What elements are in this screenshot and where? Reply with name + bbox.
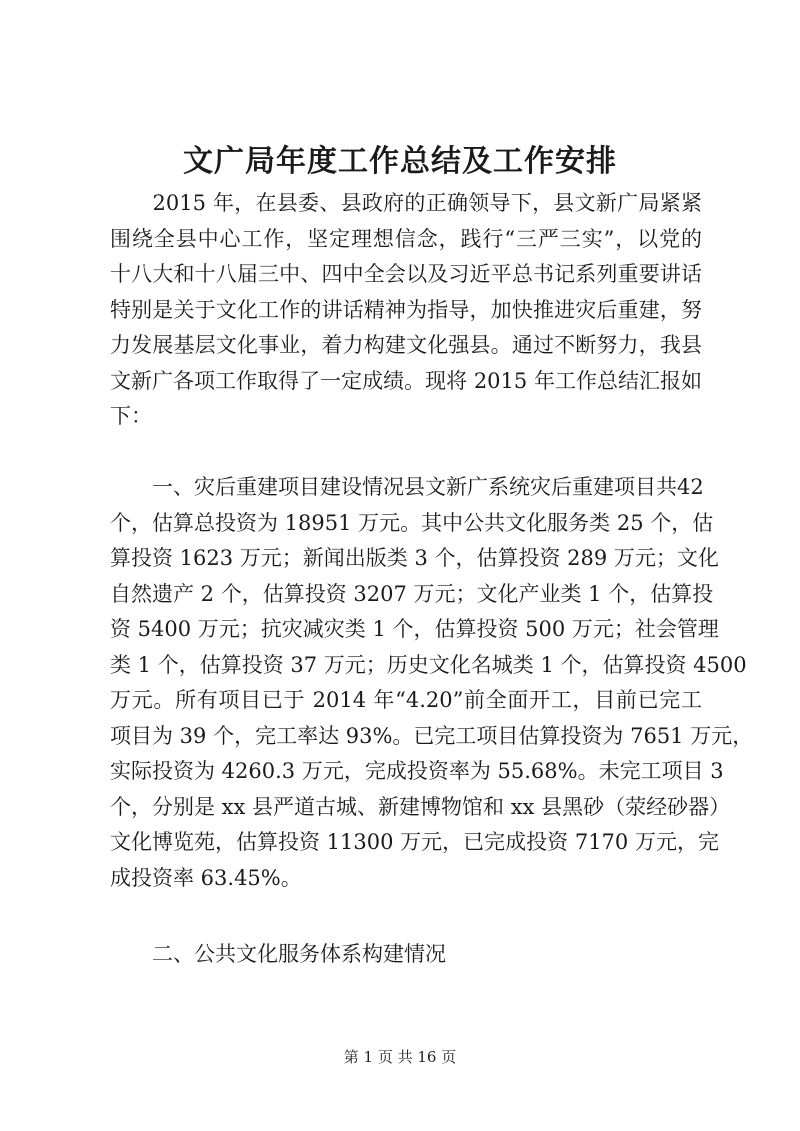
paragraph-section-2-heading xyxy=(110,937,702,973)
text-line: 文新广各项工作取得了一定成绩。现将 2015 年工作总结汇报如 xyxy=(110,368,702,393)
text-line: 实际投资为 4260.3 万元，完成投资率为 55.68%。未完工项目 3 xyxy=(110,759,724,783)
text-line: 下： xyxy=(110,404,152,428)
text-line: 2015 年，在县委、县政府的正确领导下，县文新广局紧紧 xyxy=(110,191,702,215)
text-line: 项目为 39 个，完工率达 93%。已完工项目估算投资为 7651 万元， xyxy=(110,723,754,748)
text-line: 个，分别是 xx 县严道古城、新建博物馆和 xx 县黑砂（荥经砂器） xyxy=(110,794,731,819)
text-line: 二、公共文化服务体系构建情况 xyxy=(110,942,446,966)
text-line: 万元。所有项目已于 2014 年“4.20”前全面开工，目前已完工 xyxy=(110,688,702,712)
text-line: 文化博览苑，估算投资 11300 万元，已完成投资 7170 万元，完 xyxy=(110,830,719,854)
paragraph-section-1 xyxy=(110,470,754,896)
text-line: 一、灾后重建项目建设情况县文新广系统灾后重建项目共42 xyxy=(110,475,704,499)
text-line: 力发展基层文化事业，着力构建文化强县。通过不断努力，我县 xyxy=(110,333,702,357)
text-line: 特别是关于文化工作的讲话精神为指导，加快推进灾后重建，努 xyxy=(110,297,702,322)
document-title: 文广局年度工作总结及工作安排 xyxy=(183,144,617,179)
text-line: 围绕全县中心工作，坚定理想信念，践行“三严三实”，以党的 xyxy=(110,226,702,251)
text-line: 算投资 1623 万元；新闻出版类 3 个，估算投资 289 万元；文化 xyxy=(110,546,719,570)
text-line: 类 1 个，估算投资 37 万元；历史文化名城类 1 个，估算投资 4500 xyxy=(110,652,747,677)
text-line: 自然遗产 2 个，估算投资 3207 万元；文化产业类 1 个，估算投 xyxy=(110,581,714,606)
text-line: 个，估算总投资为 18951 万元。其中公共文化服务类 25 个，估 xyxy=(110,510,714,535)
paragraph-intro xyxy=(110,186,702,435)
page-number: 第 1 页 共 16 页 xyxy=(343,1048,457,1066)
text-line: 成投资率 63.45%。 xyxy=(110,865,302,890)
text-line: 十八大和十八届三中、四中全会以及习近平总书记系列重要讲话 xyxy=(110,262,702,286)
text-line: 资 5400 万元；抗灾减灾类 1 个，估算投资 500 万元；社会管理 xyxy=(110,617,719,641)
